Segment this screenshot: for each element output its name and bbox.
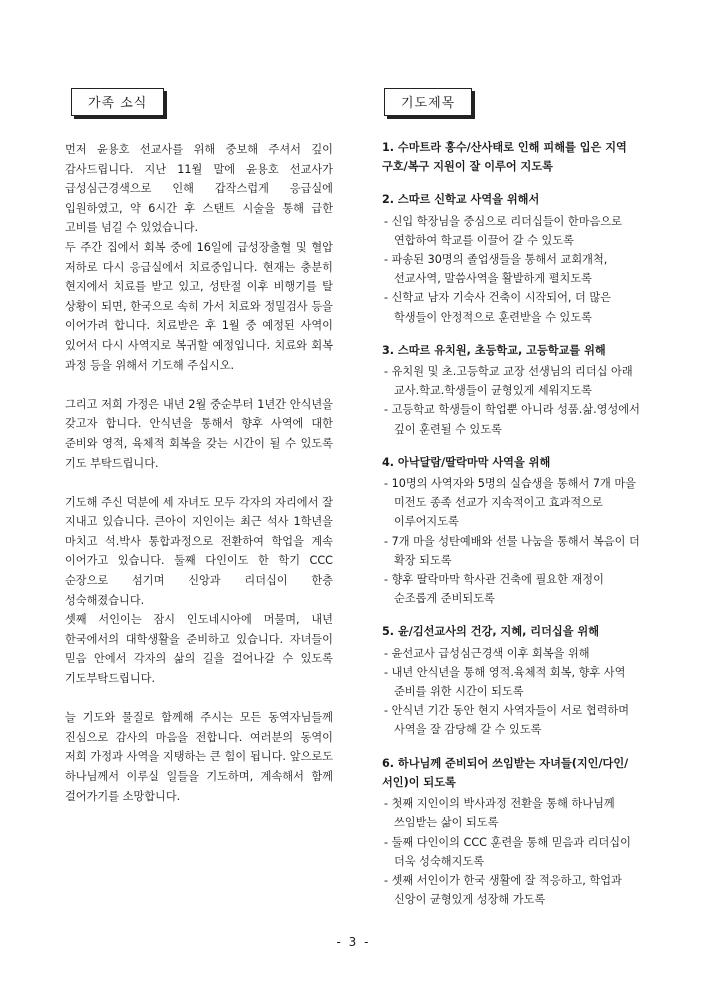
prayer-point: - 향후 딸락마막 학사관 건축에 필요한 재정이 순조롭게 준비되도록 xyxy=(384,573,604,606)
prayer-point: - 파송된 30명의 졸업생들을 통해서 교회개척, 선교사역, 말씀사역을 활발하게 펼치도록 xyxy=(384,253,608,286)
prayer-item xyxy=(382,341,644,439)
prayer-item xyxy=(382,754,644,910)
family-news-paragraph: 셋째 서인이는 잠시 인도네시아에 머물며, 내년 한국에서의 대학생활을 준비하고 있습니다. 자녀들이 믿음 안에서 각자의 삶의 길을 걸어나갈 수 있도록 기도부탁드립니다. xyxy=(65,613,333,686)
family-news-paragraph: 먼저 윤용호 선교사를 위해 중보해 주셔서 깊이 감사드립니다. 지난 11월 말에 윤용호 선교사가 급성심근경색으로 인해 갑작스럽게 응급실에 입원하였고, 약 6시간 후 스탠트 시술을 통해 급한 고비를 넘길 수 있었습니다. xyxy=(65,143,333,235)
prayer-item-title: 4. 아낙달람/딸락마막 사역을 위해 xyxy=(382,455,551,469)
prayer-item xyxy=(382,190,644,326)
prayer-point: - 내년 안식년을 통해 영적.육체적 회복, 향후 사역 준비를 위한 시간이 되도록 xyxy=(384,665,626,699)
prayer-item-title: 1. 수마트라 홍수/산사태로 인해 피해를 입은 지역 구호/복구 지원이 잘 이루어 지도록 xyxy=(382,141,627,174)
prayer-point: - 둘째 다인이의 CCC 훈련을 통해 믿음과 리더십이 더욱 성숙해지도록 xyxy=(384,835,631,868)
prayer-point: - 유치원 및 초.고등학교 교장 선생님의 리더십 아래 교사.학교.학생들이 균형있게 세워지도록 xyxy=(384,365,633,398)
family-news-paragraph: 늘 기도와 물질로 함께해 주시는 모든 동역자님들께 진심으로 감사의 마음을 전합니다. 여러분의 동역이 저희 가정과 사역을 지탱하는 큰 힘이 됩니다. 앞으로도 하나님께서 이루실 일들을 기도하며, 계속해서 함께 걸어가기를 소망합니다. xyxy=(65,711,333,803)
prayer-item-title: 6. 하나님께 준비되어 쓰임받는 자녀들(지인/다인/서인)이 되도록 xyxy=(382,756,629,789)
prayer-point: - 고등학교 학생들이 학업뿐 아니라 성품.삶.영성에서 깊이 훈련될 수 있도록 xyxy=(384,403,640,436)
prayer-item-title: 3. 스따르 유치원, 초등학교, 고등학교를 위해 xyxy=(382,343,606,357)
prayer-point: - 신학교 남자 기숙사 건축이 시작되어, 더 많은 학생들이 안정적으로 훈련받을 수 있도록 xyxy=(384,291,612,324)
prayer-point: - 셋째 서인이가 한국 생활에 잘 적응하고, 학업과 신앙이 균형있게 성장해 가도록 xyxy=(384,873,622,907)
prayer-item xyxy=(382,138,644,176)
prayer-item-title: 5. 윤/김선교사의 건강, 지혜, 리더십을 위해 xyxy=(382,625,600,639)
prayer-point: - 7개 마을 성탄예배와 선물 나눔을 통해서 복음이 더 확장 되도록 xyxy=(384,534,640,567)
prayer-topics-title: 기도제목 xyxy=(384,88,472,116)
family-news-paragraph: 기도해 주신 덕분에 세 자녀도 모두 각자의 자리에서 잘 지내고 있습니다. 큰아이 지인이는 최근 석사 1학년을 마치고 석.박사 통합과정으로 전환하여 학업을 계속 이어가고 있습니다. 둘째 다인이도 한 학기 CCC 순장으로 섬기며 신앙과 리더십이 한층 성숙해졌습니다. xyxy=(65,495,333,607)
family-news-title: 가족 소식 xyxy=(71,88,164,116)
prayer-point: - 첫째 지인이의 박사과정 전환을 통해 하나님께 쓰임받는 삶이 되도록 xyxy=(384,797,615,830)
prayer-topics-column xyxy=(382,88,644,923)
page-number: - 3 - xyxy=(336,935,371,949)
prayer-point: - 신입 학장님을 중심으로 리더십들이 한마음으로 연합하여 학교를 이끌어 갈 수 있도록 xyxy=(384,214,622,247)
prayer-item xyxy=(382,453,644,609)
prayer-item xyxy=(382,622,644,739)
family-news-paragraph: 두 주간 집에서 회복 중에 16일에 급성장출혈 및 혈압 저하로 다시 응급실에서 치료중입니다. 현재는 충분히 현지에서 치료를 받고 있고, 성탄절 이후 비행기를 탈 상황이 되면, 한국으로 속히 가서 치료와 정밀검사 등을 이어가려 합니다. 치료받은 후 1월 중 예정된 사역이 있어서 다시 사역지로 복귀할 예정입니다. 치료와 회복 과정 등을 위해서 기도해 주십시오. xyxy=(65,240,333,372)
prayer-point: - 안식년 기간 동안 현지 사역자들이 서로 협력하며 사역을 잘 감당해 갈 수 있도록 xyxy=(384,704,630,737)
family-news-column xyxy=(65,88,333,806)
family-news-paragraph: 그리고 저희 가정은 내년 2월 중순부터 1년간 안식년을 갖고자 합니다. 안식년을 통해서 향후 사역에 대한 준비와 영적, 육체적 회복을 갖는 시간이 될 수 있도록 기도 부탁드립니다. xyxy=(65,397,333,470)
prayer-point: - 10명의 사역자와 5명의 실습생을 통해서 7개 마을 미전도 종족 선교가 지속적이고 효과적으로 이루어지도록 xyxy=(384,477,636,529)
prayer-point: - 윤선교사 급성심근경색 이후 회복을 위해 xyxy=(384,646,590,660)
prayer-item-title: 2. 스따르 신학교 사역을 위해서 xyxy=(382,193,540,207)
